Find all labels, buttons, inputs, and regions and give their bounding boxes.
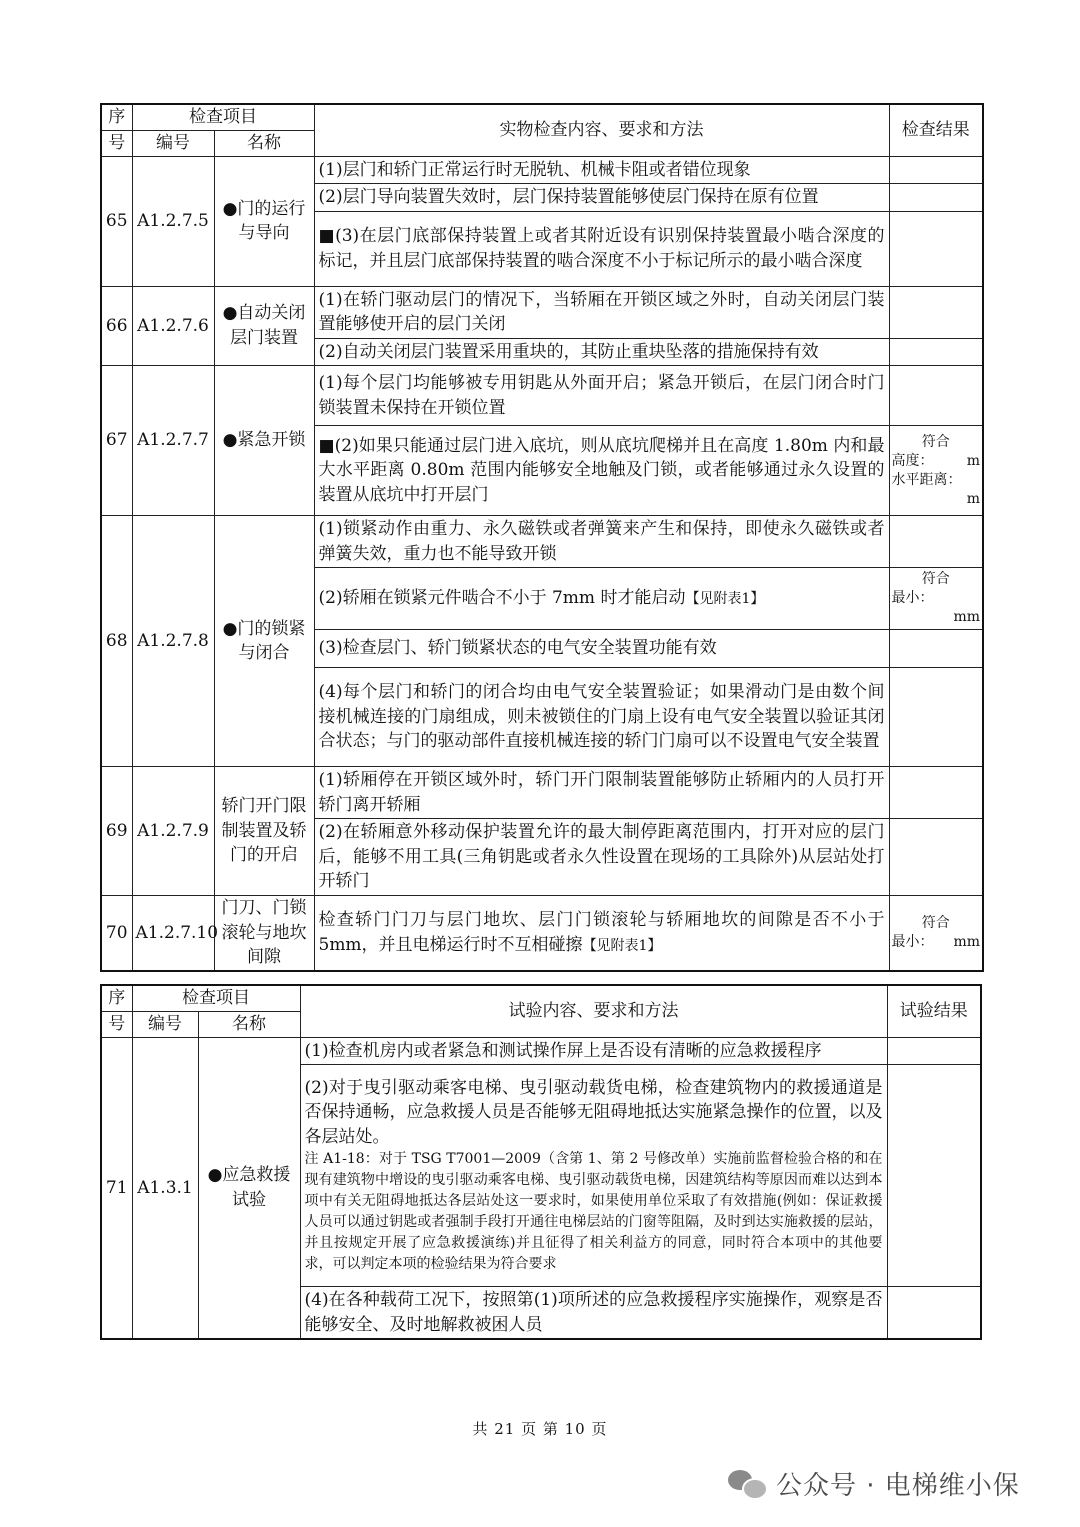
table-row: [101, 366, 983, 426]
item-code: A1.3.1: [132, 1037, 198, 1339]
item-content: (3)检查层门、轿门锁紧状态的电气安全装置功能有效: [314, 630, 889, 668]
item-code: A1.2.7.9: [132, 767, 214, 896]
item-content: (1)层门和轿门正常运行时无脱轨、机械卡阻或者错位现象: [314, 156, 889, 184]
table-row: [101, 895, 983, 971]
header-seq-top: 序: [101, 104, 132, 130]
item-content: (2)在轿厢意外移动保护装置允许的最大制停距离范围内，打开对应的层门后，能够不用工具(三角钥匙或者永久性设置在现场的工具除外)从层站处打开轿门: [314, 819, 889, 896]
item-code: A1.2.7.6: [132, 286, 214, 366]
table-row: [101, 516, 983, 568]
item-content: (2)自动关闭层门装置采用重块的，其防止重块坠落的措施保持有效: [314, 338, 889, 366]
item-seq: 67: [101, 366, 132, 516]
item-result: [889, 767, 983, 819]
header-result: 检查结果: [889, 104, 983, 156]
item-result: [889, 516, 983, 568]
table-row: [101, 1037, 981, 1065]
header-code: 编号: [132, 1011, 198, 1037]
annex-reference: 【见附表1】: [582, 937, 662, 954]
page-footer: 共 21 页 第 10 页: [472, 1420, 608, 1438]
item-result: [889, 819, 983, 896]
item-result-measured: [889, 895, 983, 971]
result-height-label: 高度：: [891, 452, 934, 469]
header-result: 试验结果: [887, 985, 981, 1037]
item-name: ●门的锁紧与闭合: [214, 516, 314, 767]
item-name: ●应急救援试验: [198, 1037, 300, 1339]
header-name: 名称: [198, 1011, 300, 1037]
item-content: (2)层门导向装置失效时，层门保持装置能够使层门保持在原有位置: [314, 184, 889, 212]
result-min-unit: mm: [953, 933, 980, 950]
result-height-unit: m: [966, 452, 980, 469]
item-content-text: 检查轿门门刀与层门地坎、层门门锁滚轮与轿厢地坎的间隙是否不小于 5mm，并且电梯运行时不互相碰擦: [318, 910, 885, 955]
item-result-measured: [889, 568, 983, 630]
item-name: ●自动关闭层门装置: [214, 286, 314, 366]
result-status: 符合: [921, 914, 950, 931]
item-result: [889, 668, 983, 767]
test-table: [100, 984, 982, 1340]
item-note: 注 A1-18：对于 TSG T7001—2009（含第 1、第 2 号修改单）实施前监督检验合格的和在现有建筑物中增设的曳引驱动乘客电梯、曳引驱动载货电梯，因建筑结构等原因而难以达到本项中有关无阻碍地抵达各层站处这一要求时，如果使用单位采取了有效措施(例如：保证救援人员可以通过钥匙或者强制手段打开通往电梯层站的门窗等阻隔，及时到达实施救援的层站，并且按规定开展了应急救援演练)并且征得了相关利益方的同意，同时符合本项中的其他要求，可以判定本项的检验结果为符合要求: [304, 1151, 883, 1273]
item-result: [889, 630, 983, 668]
header-check-item: 检查项目: [132, 985, 300, 1011]
header-code: 编号: [132, 130, 214, 156]
item-name: 门刀、门锁滚轮与地坎间隙: [214, 895, 314, 971]
item-content: [314, 895, 889, 971]
item-seq: 70: [101, 895, 132, 971]
watermark-text: 公众号 · 电梯维小保: [776, 1470, 1020, 1501]
header-content: 实物检查内容、要求和方法: [314, 104, 889, 156]
item-name: ●门的运行与导向: [214, 156, 314, 286]
item-content: (1)在轿门驱动层门的情况下，当轿厢在开锁区域之外时，自动关闭层门装置能够使开启的层门关闭: [314, 286, 889, 338]
header-name: 名称: [214, 130, 314, 156]
item-content: (1)每个层门均能够被专用钥匙从外面开启；紧急开锁后，在层门闭合时门锁装置未保持在开锁位置: [314, 366, 889, 426]
item-seq: 65: [101, 156, 132, 286]
result-min-label: 最小：: [891, 590, 934, 606]
item-name: 轿门开门限制装置及轿门的开启: [214, 767, 314, 896]
header-content: 试验内容、要求和方法: [300, 985, 887, 1037]
item-result: [887, 1287, 981, 1340]
item-code: A1.2.7.10: [132, 895, 214, 971]
item-result: [889, 338, 983, 366]
item-content-text: (2)对于曳引驱动乘客电梯、曳引驱动载货电梯，检查建筑物内的救援通道是否保持通畅，应急救援人员是否能够无阻碍地抵达实施紧急操作的位置，以及各层站处。: [304, 1077, 883, 1147]
item-result: [889, 156, 983, 184]
item-result-measured: [889, 426, 983, 516]
item-seq: 68: [101, 516, 132, 767]
item-content: [314, 568, 889, 630]
item-seq: 69: [101, 767, 132, 896]
item-name: ●紧急开锁: [214, 366, 314, 516]
annex-reference: 【见附表1】: [685, 591, 765, 608]
item-content: [300, 1065, 887, 1287]
result-min-label: 最小：: [891, 933, 934, 950]
result-horiz-unit: m: [966, 490, 980, 507]
item-code: A1.2.7.8: [132, 516, 214, 767]
item-code: A1.2.7.5: [132, 156, 214, 286]
item-content: (1)检查机房内或者紧急和测试操作屏上是否设有清晰的应急救援程序: [300, 1037, 887, 1065]
result-min-unit: mm: [953, 609, 980, 625]
item-result: [889, 286, 983, 338]
item-content: (4)在各种载荷工况下，按照第(1)项所述的应急救援程序实施操作，观察是否能够安全、及时地解救被困人员: [300, 1287, 887, 1340]
header-seq-bottom: 号: [101, 1011, 132, 1037]
item-seq: 66: [101, 286, 132, 366]
item-content: (4)每个层门和轿门的闭合均由电气安全装置验证；如果滑动门是由数个间接机械连接的门扇组成，则未被锁住的门扇上设有电气安全装置以验证其闭合状态；与门的驱动部件直接机械连接的轿门门扇可以不设置电气安全装置: [314, 668, 889, 767]
item-content: ■(3)在层门底部保持装置上或者其附近设有识别保持装置最小啮合深度的标记，并且层门底部保持装置的啮合深度不小于标记所示的最小啮合深度: [314, 211, 889, 286]
table-row: [101, 767, 983, 819]
result-status: 符合: [921, 571, 950, 587]
item-result: [889, 366, 983, 426]
item-content-text: (2)轿厢在锁紧元件啮合不小于 7mm 时才能启动: [318, 588, 686, 609]
item-content: ■(2)如果只能通过层门进入底坑，则从底坑爬梯并且在高度 1.80m 内和最大水平距离 0.80m 范围内能够安全地触及门锁，或者能够通过永久设置的装置从底坑中打开层门: [314, 426, 889, 516]
table-row: [101, 286, 983, 338]
header-seq-top: 序: [101, 985, 132, 1011]
table-row: [101, 156, 983, 184]
item-code: A1.2.7.7: [132, 366, 214, 516]
header-check-item: 检查项目: [132, 104, 314, 130]
inspection-table: [100, 103, 984, 972]
wechat-icon: [728, 1466, 768, 1500]
item-content: (1)轿厢停在开锁区域外时，轿门开门限制装置能够防止轿厢内的人员打开轿门离开轿厢: [314, 767, 889, 819]
header-seq-bottom: 号: [101, 130, 132, 156]
item-result: [889, 184, 983, 212]
item-content: (1)锁紧动作由重力、永久磁铁或者弹簧来产生和保持，即使永久磁铁或者弹簧失效，重力也不能导致开锁: [314, 516, 889, 568]
result-horiz-label: 水平距离：: [891, 471, 962, 488]
item-result: [889, 211, 983, 286]
item-result: [887, 1065, 981, 1287]
watermark: [728, 1463, 1020, 1503]
result-status: 符合: [921, 433, 950, 450]
item-result: [887, 1037, 981, 1065]
item-seq: 71: [101, 1037, 132, 1339]
